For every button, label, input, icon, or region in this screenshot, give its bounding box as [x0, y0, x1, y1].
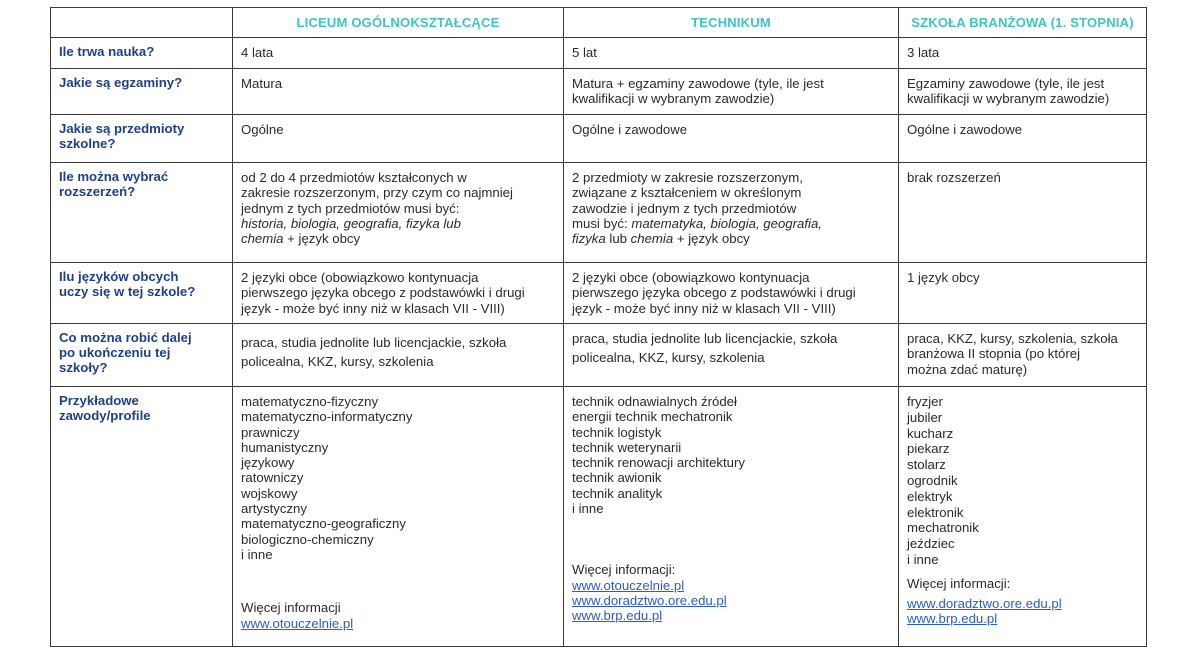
list-item: jubiler	[907, 409, 943, 425]
cell-extensions-liceum	[233, 163, 564, 263]
list-item: technik awionik	[572, 470, 662, 486]
list-item: technik renowacji architektury	[572, 455, 745, 471]
cell-text: pierwszego języka obcego z podstawówki i drugi	[572, 285, 856, 301]
cell-extensions-technikum	[564, 163, 899, 263]
cell-text: brak rozszerzeń	[907, 170, 1001, 185]
list-item: matematyczno-informatyczny	[241, 409, 413, 425]
list-item: i inne	[907, 551, 939, 567]
cell-text: policealna, KKZ, kursy, szkolenia	[241, 354, 434, 370]
list-item: matematyczno-fizyczny	[241, 394, 379, 409]
cell-text-part: + język obcy	[283, 231, 361, 247]
cell-text	[241, 216, 555, 231]
italic-subjects: fizyka	[572, 231, 606, 247]
row-label-text: Co można robić dalej	[59, 330, 192, 345]
row-label-text: Ilu języków obcych	[59, 269, 179, 284]
cell-after-liceum	[233, 324, 564, 387]
cell-text: Ogólne i zawodowe	[907, 122, 1023, 137]
row-duration	[51, 38, 1147, 69]
cell-text: 1 język obcy	[907, 270, 980, 285]
cell-text: pierwszego języka obcego z podstawówki i drugi	[241, 285, 525, 301]
row-label-text: Jakie są egzaminy?	[59, 75, 183, 90]
cell-after-branzowa	[899, 324, 1147, 387]
cell-text: branżowa II stopnia (po której	[907, 346, 1080, 362]
list-item: ogrodnik	[907, 472, 958, 488]
cell-text-part: + język obcy	[673, 231, 750, 247]
cell-extensions-branzowa	[899, 163, 1147, 263]
cell-text: Ogólne	[241, 122, 284, 137]
list-item: technik weterynarii	[572, 439, 682, 455]
cell-text-part: musi być:	[572, 215, 632, 231]
row-exams	[51, 69, 1147, 115]
cell-text: można zdać maturę)	[907, 361, 1028, 377]
row-label-text: Przykładowe	[59, 393, 139, 408]
list-item: i inne	[572, 501, 604, 517]
cell-exams-technikum	[564, 69, 899, 115]
row-label-text: szkolne?	[59, 136, 116, 151]
italic-subjects: chemia	[241, 231, 284, 247]
cell-exams-liceum	[233, 69, 564, 115]
header-branzowa: SZKOŁA BRANŻOWA (1. STOPNIA)	[899, 8, 1147, 38]
cell-text: praca, studia jednolite lub licencjackie, szkoła	[241, 335, 507, 350]
list-item: elektronik	[907, 504, 964, 520]
italic-subjects: historia, biologia, geografia, fizyka lub	[241, 215, 461, 231]
spacer	[572, 516, 890, 562]
row-languages	[51, 263, 1147, 324]
spacer	[907, 568, 1138, 576]
list-item: mechatronik	[907, 520, 979, 536]
link-doradztwo[interactable]: www.doradztwo.ore.edu.pl	[572, 592, 727, 608]
link-doradztwo[interactable]: www.doradztwo.ore.edu.pl	[907, 596, 1062, 612]
list-item: matematyczno-geograficzny	[241, 516, 406, 532]
row-label-after	[51, 324, 233, 387]
header-liceum: LICEUM OGÓLNOKSZTAŁCĄCE	[233, 8, 564, 38]
cell-text: zakresie rozszerzonym, przy czym co najmniej	[241, 185, 513, 201]
cell-profiles-technikum	[564, 387, 899, 647]
row-label-subjects	[51, 115, 233, 163]
cell-text: kwalifikacji w wybranym zawodzie)	[907, 91, 1110, 107]
cell-text	[572, 216, 890, 231]
italic-subjects: chemia	[630, 231, 674, 247]
row-label-text: po ukończeniu tej	[59, 345, 171, 360]
row-label-text: zawody/profile	[59, 408, 151, 423]
list-item: i inne	[241, 546, 273, 562]
row-extensions	[51, 163, 1147, 263]
list-item: technik odnawialnych źródeł	[572, 394, 737, 409]
link-brp[interactable]: www.brp.edu.pl	[572, 608, 663, 624]
link-brp[interactable]: www.brp.edu.pl	[907, 611, 998, 627]
row-label-profiles	[51, 387, 233, 647]
list-item: piekarz	[907, 441, 950, 457]
cell-duration-technikum	[564, 38, 899, 69]
spacer	[241, 562, 555, 600]
cell-after-technikum	[564, 324, 899, 387]
cell-languages-liceum	[233, 263, 564, 324]
list-item: elektryk	[907, 488, 953, 504]
cell-languages-branzowa	[899, 263, 1147, 324]
cell-profiles-branzowa	[899, 387, 1147, 647]
list-item: stolarz	[907, 457, 946, 473]
cell-text: kwalifikacji w wybranym zawodzie)	[572, 91, 775, 107]
cell-text: praca, KKZ, kursy, szkolenia, szkoła	[907, 331, 1118, 346]
cell-text: policealna, KKZ, kursy, szkolenia	[572, 350, 765, 366]
cell-text: zawodzie i jednym z tych przedmiotów	[572, 200, 797, 216]
cell-text: 4 lata	[241, 45, 274, 60]
cell-subjects-technikum	[564, 115, 899, 163]
school-comparison-table	[50, 7, 1147, 647]
cell-exams-branzowa	[899, 69, 1147, 115]
cell-languages-technikum	[564, 263, 899, 324]
row-subjects	[51, 115, 1147, 163]
row-label-exams	[51, 69, 233, 115]
list-item: biologiczno-chemiczny	[241, 531, 374, 547]
row-label-duration	[51, 38, 233, 69]
cell-text	[241, 231, 555, 246]
cell-text: związane z kształceniem w określonym	[572, 185, 802, 201]
row-label-text: Ile trwa nauka?	[59, 44, 155, 59]
list-item: technik analityk	[572, 485, 663, 501]
more-info-label: Więcej informacji	[241, 600, 341, 616]
cell-duration-liceum	[233, 38, 564, 69]
italic-subjects: matematyka, biologia, geografia,	[631, 215, 822, 231]
row-label-text: szkoły?	[59, 360, 108, 375]
list-item: językowy	[241, 455, 295, 471]
row-label-text: Ile można wybrać	[59, 169, 169, 184]
list-item: fryzjer	[907, 394, 943, 409]
list-item: energii technik mechatronik	[572, 409, 733, 425]
cell-profiles-liceum	[233, 387, 564, 647]
cell-text-part: lub	[605, 231, 631, 247]
row-label-text: rozszerzeń?	[59, 184, 136, 199]
row-after	[51, 324, 1147, 387]
cell-text: praca, studia jednolite lub licencjackie, szkoła	[572, 331, 838, 346]
cell-text: 2 języki obce (obowiązkowo kontynuacja	[572, 270, 810, 285]
cell-duration-branzowa	[899, 38, 1147, 69]
cell-text: 2 przedmioty w zakresie rozszerzonym,	[572, 170, 803, 185]
list-item: artystyczny	[241, 501, 307, 517]
cell-text: język - może być inny niż w klasach VII - VIII)	[241, 300, 505, 316]
row-label-text: Jakie są przedmioty	[59, 121, 185, 136]
cell-text: 5 lat	[572, 45, 597, 60]
cell-text: 3 lata	[907, 45, 940, 60]
more-info-label: Więcej informacji:	[572, 562, 676, 578]
cell-text: język - może być inny niż w klasach VII - VIII)	[572, 300, 836, 316]
cell-text: Egzaminy zawodowe (tyle, ile jest	[907, 76, 1105, 91]
list-item: humanistyczny	[241, 439, 329, 455]
link-otouczelnie[interactable]: www.otouczelnie.pl	[241, 615, 354, 631]
list-item: jeździec	[907, 536, 955, 552]
list-item: wojskowy	[241, 485, 298, 501]
cell-subjects-liceum	[233, 115, 564, 163]
cell-subjects-branzowa	[899, 115, 1147, 163]
header-row	[51, 8, 1147, 38]
cell-text	[572, 231, 890, 246]
cell-text: 2 języki obce (obowiązkowo kontynuacja	[241, 270, 479, 285]
cell-text: Ogólne i zawodowe	[572, 122, 688, 137]
row-label-text: uczy się w tej szkole?	[59, 284, 196, 299]
list-item: ratowniczy	[241, 470, 304, 486]
cell-text: jednym z tych przedmiotów musi być:	[241, 200, 460, 216]
cell-text: od 2 do 4 przedmiotów kształconych w	[241, 170, 467, 185]
list-item: kucharz	[907, 425, 954, 441]
cell-text: Matura	[241, 76, 283, 91]
row-label-languages	[51, 263, 233, 324]
header-empty-cell	[51, 8, 233, 38]
row-profiles	[51, 387, 1147, 647]
header-technikum: TECHNIKUM	[564, 8, 899, 38]
row-label-extensions	[51, 163, 233, 263]
list-item: prawniczy	[241, 424, 300, 440]
more-info-label: Więcej informacji:	[907, 575, 1011, 591]
cell-text: Matura + egzaminy zawodowe (tyle, ile jest	[572, 76, 824, 91]
link-otouczelnie[interactable]: www.otouczelnie.pl	[572, 577, 685, 593]
list-item: technik logistyk	[572, 424, 662, 440]
